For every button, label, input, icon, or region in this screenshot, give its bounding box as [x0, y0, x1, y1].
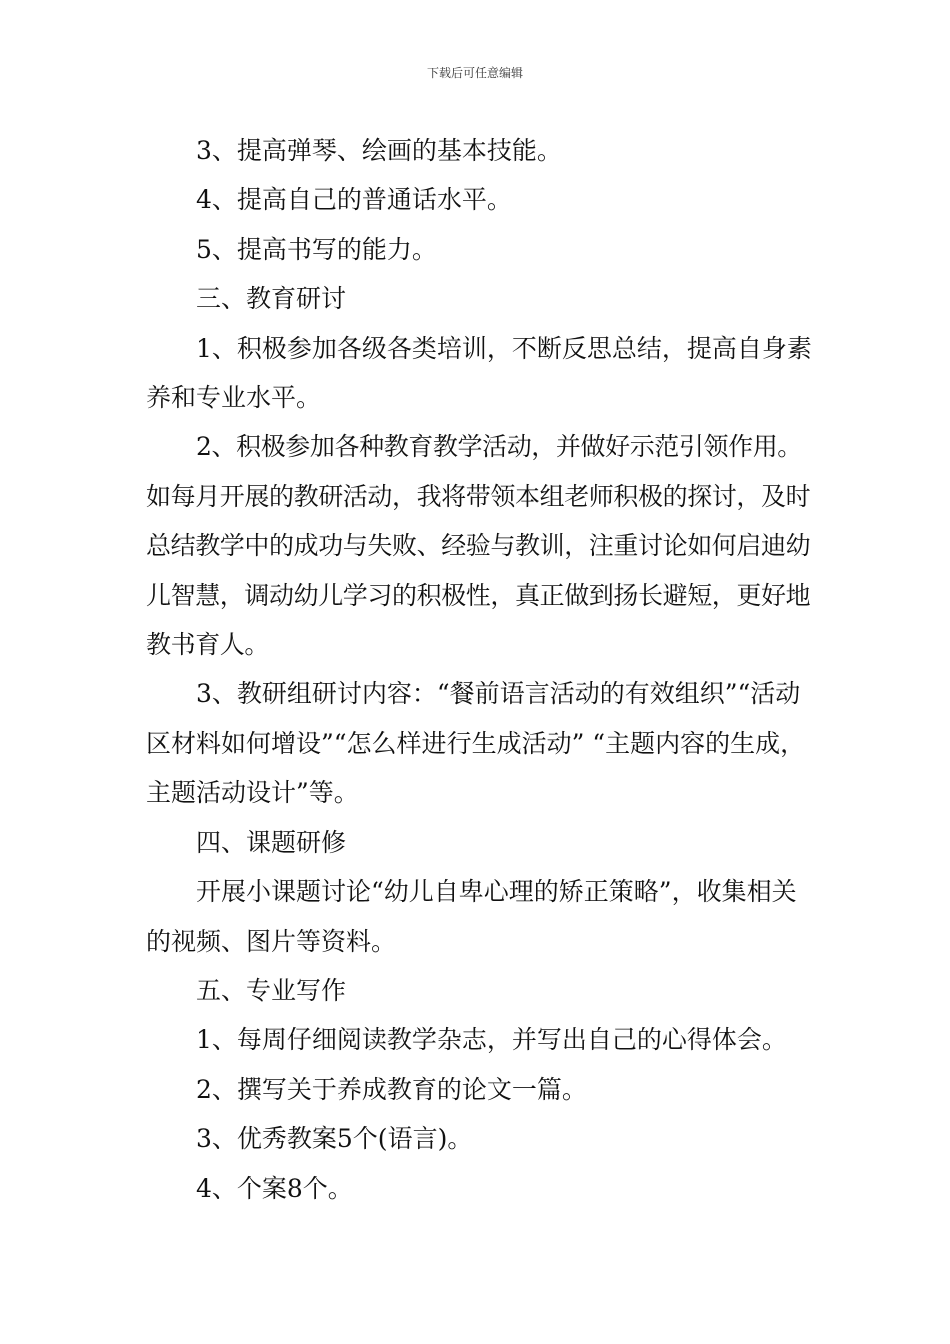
paragraph: 5、提高书写的能力。: [196, 234, 437, 264]
paragraph: 1、每周仔细阅读教学杂志，并写出自己的心得体会。: [196, 1025, 787, 1055]
paragraph: 3、教研组研讨内容：“餐前语言活动的有效组织”“活动区材料如何增设”“怎么样进行生成活动” “主题内容的生成，主题活动设计”等。: [146, 679, 806, 808]
paragraph: 3、提高弹琴、绘画的基本技能。: [196, 136, 562, 165]
paragraph: 3、优秀教案5个(语言)。: [196, 1124, 473, 1154]
paragraph: 4、个案8个。: [196, 1173, 353, 1203]
paragraph: 1、积极参加各级各类培训，不断反思总结，提高自身素养和专业水平。: [146, 333, 812, 413]
section-heading: 五、专业写作: [196, 975, 347, 1005]
paragraph: 2、积极参加各种教育教学活动，并做好示范引领作用。如每月开展的教研活动，我将带领本组老师积极的探讨，及时总结教学中的成功与失败、经验与教训，注重讨论如何启迪幼儿智慧，调动幼儿学习的积极性，真正做到扬长避短，更好地教书育人。: [146, 432, 811, 660]
section-heading: 三、教育研讨: [196, 284, 347, 314]
paragraph: 开展小课题讨论“幼儿自卑心理的矫正策略”，收集相关的视频、图片等资料。: [146, 877, 797, 956]
paragraph: 2、撰写关于养成教育的论文一篇。: [196, 1074, 587, 1104]
page-header: 下载后可任意编辑: [426, 66, 523, 80]
paragraph: 4、提高自己的普通话水平。: [196, 185, 512, 215]
section-heading: 四、课题研修: [196, 827, 347, 857]
document-body: [146, 126, 814, 1213]
